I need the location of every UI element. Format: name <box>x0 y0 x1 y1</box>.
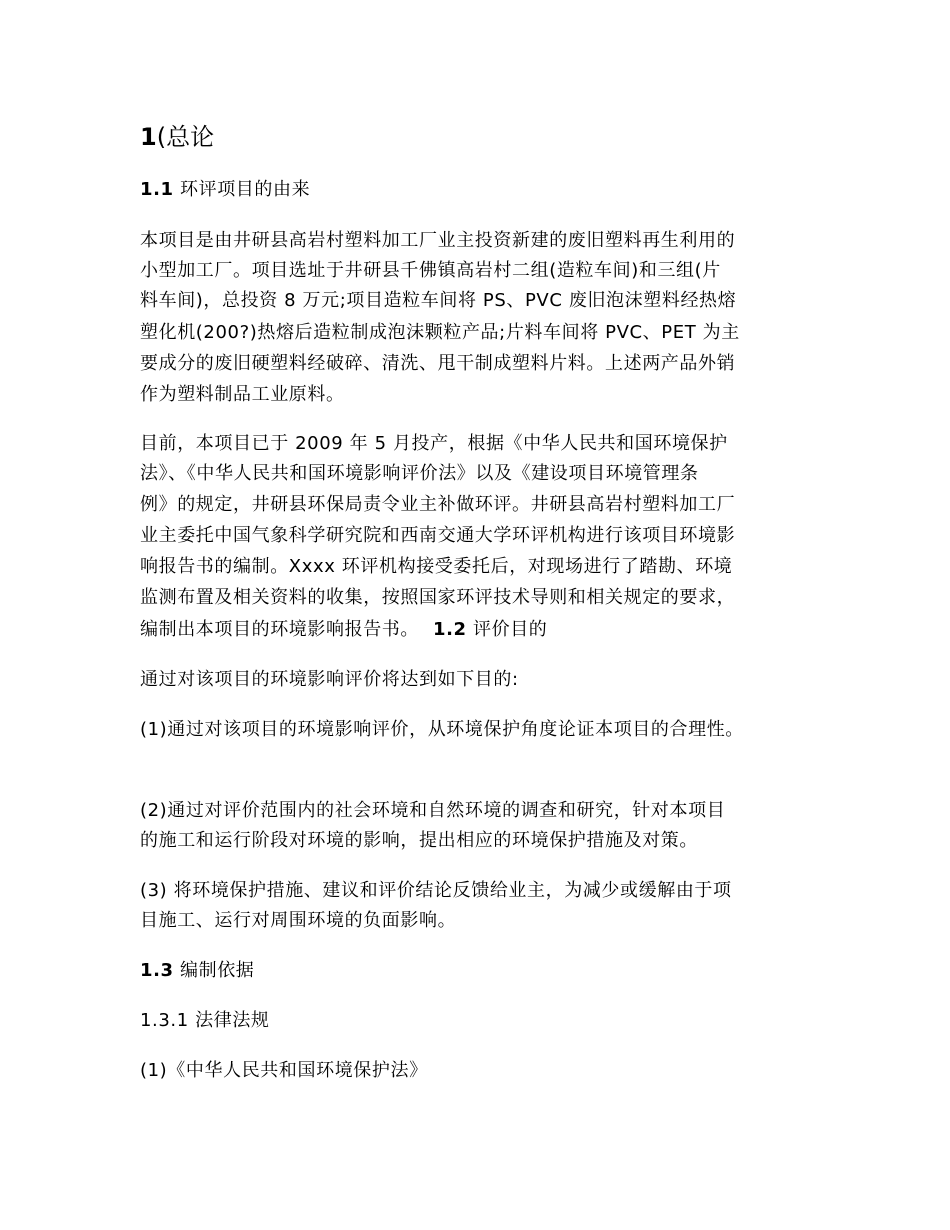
paragraph-line: 目前，本项目已于 2009 年 5 月投产，根据《中华人民共和国环境保护 <box>140 433 728 454</box>
paragraph-line-with-heading <box>140 618 547 642</box>
section-title: 编制依据 <box>173 960 255 981</box>
list-item: (1)通过对该项目的环境影响评价，从环境保护角度论证本项目的合理性。 <box>140 719 744 740</box>
paragraph-line: 响报告书的编制。Xxxx 环评机构接受委托后，对现场进行了踏勘、环境 <box>140 556 733 577</box>
paragraph-line: 料车间)，总投资 8 万元;项目造粒车间将 PS、PVC 废旧泡沫塑料经热熔 <box>140 290 737 311</box>
list-item: (3) 将环境保护措施、建议和评价结论反馈给业主，为减少或缓解由于项 <box>140 880 732 901</box>
list-item-continuation: 目施工、运行对周围环境的负面影响。 <box>140 910 457 931</box>
paragraph-line: 监测布置及相关资料的收集，按照国家环评技术导则和相关规定的要求， <box>140 587 736 608</box>
paragraph-text: 编制出本项目的环境影响报告书。 <box>140 619 419 640</box>
paragraph-line: 业主委托中国气象科学研究院和西南交通大学环评机构进行该项目环境影 <box>140 525 736 546</box>
chapter-number: 1 <box>140 123 157 151</box>
section-title: 环评项目的由来 <box>173 179 311 200</box>
section-title: 评价目的 <box>466 619 548 640</box>
paragraph-line: 要成分的废旧硬塑料经破碎、清洗、甩干制成塑料片料。上述两产品外销 <box>140 353 736 374</box>
chapter-heading <box>140 121 214 153</box>
paragraph-line: 小型加工厂。项目选址于井研县千佛镇高岩村二组(造粒车间)和三组(片 <box>140 260 721 281</box>
law-list-item: (1)《中华人民共和国环境保护法》 <box>140 1060 428 1081</box>
paragraph-line: 法》、《中华人民共和国环境影响评价法》以及《建设项目环境管理条 <box>140 463 699 484</box>
section-heading-1-1 <box>140 178 310 202</box>
paragraph-line: 塑化机(200?)热熔后造粒制成泡沫颗粒产品;片料车间将 PVC、PET 为主 <box>140 322 740 343</box>
subsection-heading-1-3-1: 1.3.1 法律法规 <box>140 1010 270 1031</box>
list-item-continuation: 的施工和运行阶段对环境的影响，提出相应的环境保护措施及对策。 <box>140 830 698 851</box>
paragraph-line: 通过对该项目的环境影响评价将达到如下目的: <box>140 669 519 690</box>
list-item: (2)通过对评价范围内的社会环境和自然环境的调查和研究，针对本项目 <box>140 800 726 821</box>
paragraph-line: 本项目是由井研县高岩村塑料加工厂业主投资新建的废旧塑料再生利用的 <box>140 230 736 251</box>
paragraph-line: 例》的规定，井研县环保局责令业主补做环评。井研县高岩村塑料加工厂 <box>140 494 736 515</box>
section-number: 1.3 <box>140 960 174 981</box>
paragraph-line: 作为塑料制品工业原料。 <box>140 384 345 405</box>
section-heading-1-3 <box>140 959 254 983</box>
section-number: 1.2 <box>433 619 467 640</box>
chapter-title: (总论 <box>156 123 215 151</box>
section-number: 1.1 <box>140 179 174 200</box>
